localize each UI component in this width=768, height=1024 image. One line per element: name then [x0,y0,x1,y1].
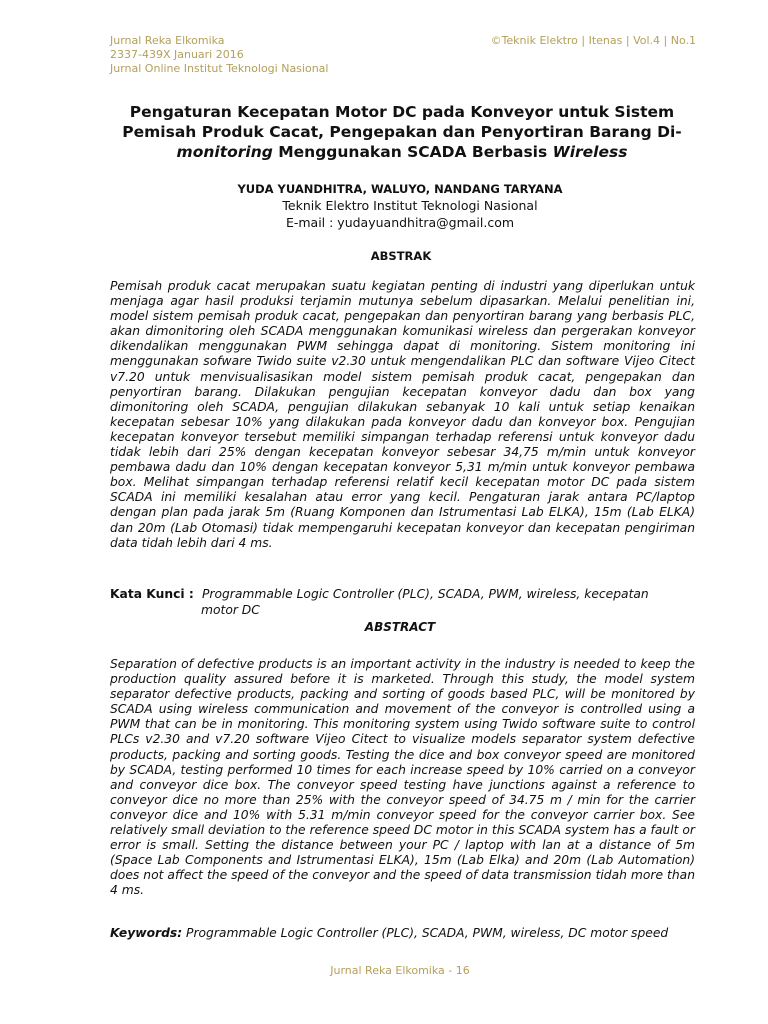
journal-online: Jurnal Online Institut Teknologi Nasional [110,62,329,75]
journal-header [110,34,328,76]
volume-info: ©Teknik Elektro | Itenas | Vol.4 | No.1 [490,34,696,47]
authors: YUDA YUANDHITRA, WALUYO, NANDANG TARYANA [237,182,563,196]
keywords-values: Programmable Logic Controller (PLC), SCADA, PWM, wireless, DC motor speed [186,926,669,940]
title-part-2: Menggunakan SCADA Berbasis [272,143,553,161]
abstrak-heading: ABSTRAK [370,249,432,263]
keywords-label: Keywords: [110,926,183,940]
kata-kunci [110,587,695,602]
page-footer: Jurnal Reka Elkomika - 16 [330,964,470,977]
issn-date: 2337-439X Januari 2016 [110,48,244,61]
keywords [110,926,700,940]
email: E-mail : yudayuandhitra@gmail.com [285,215,515,230]
kata-kunci-label [110,587,202,602]
title-part-1: Pengaturan Kecepatan Motor DC pada Konveyor untuk Sistem Pemisah Produk Cacat, Pengepakan dan Penyortiran Barang Di- [122,103,682,141]
title-italic-2: Wireless [552,143,628,161]
abstrak-text: Pemisah produk cacat merupakan suatu kegiatan penting di industri yang diperlukan untuk menjaga agar hasil produksi terjamin mutunya sebelum dipasarkan. Melalui penelitian ini, model sistem pemisah produk cacat, pengepakan dan penyortiran barang yang berbasis PLC, akan dimonitoring oleh SCADA menggunakan komunikasi wireless dan pergerakan konveyor dikendalikan menggunakan PWM sehingga dapat di monitoring. Sistem monitoring ini menggunakan sofware Twido suite v2.30 untuk mengendalikan PLC dan software Vijeo Citect v7.20 untuk menvisualisasikan model sistem pemisah produk cacat, pengepakan dan penyortiran barang. Dilakukan pengujian kecepatan konveyor dadu dan box yang dimonitoring oleh SCADA, pengujian dilakukan sebanyak 10 kali untuk setiap kenaikan kecepatan sebesar 10% yang dilakukan pada konveyor dadu dan konveyor box. Pengujian kecepatan konveyor tersebut memiliki simpangan terhadap referensi untuk konveyor dadu tidak lebih dari 25% dengan kecepatan konveyor sebesar 34,75 m/min untuk konveyor pembawa dadu dan 10% dengan kecepatan konveyor 5,31 m/min untuk konveyor pembawa box. Melihat simpangan terhadap referensi relatif kecil kecepatan motor DC pada sistem SCADA ini memiliki kesalahan atau error yang kecil. Pengaturan jarak antara PC/laptop dengan plan pada jarak 5m (Ruang Komponen dan Istrumentasi Lab ELKA), 15m (Lab ELKA) dan 20m (Lab Otomasi) tidak mempengaruhi kecepatan konveyor dan kecepatan pengiriman data tidah lebih dari 4 ms. [110,279,695,550]
abstract-text: Separation of defective products is an important activity in the industry is needed to keep the production quality assured before it is marketed. Through this study, the model system separator defective products, packing and sorting of goods based PLC, will be monitored by SCADA using wireless communication and movement of the conveyor is controlled using a PWM that can be in monitoring. This monitoring system using Twido software suite to control PLCs v2.30 and v7.20 software Vijeo Citect to visualize models separator system defective products, packing and sorting goods. Testing the dice and box conveyor speed are monitored by SCADA, testing performed 10 times for each increase speed by 10% carried on a conveyor and conveyor dice box. The conveyor speed testing have junctions against a reference to conveyor dice no more than 25% with the conveyor speed of 34.75 m / min for the carrier conveyor dice and 10% with 5.31 m/min conveyor speed for the conveyor carrier box. See relatively small deviation to the reference speed DC motor in this SCADA system has a fault or error is small. Setting the distance between your PC / laptop with lan at a distance of 5m (Space Lab Components and Istrumentasi ELKA), 15m (Lab Elka) and 20m (Lab Automation) does not affect the speed of the conveyor and the speed of data transmission tidah more than 4 ms. [110,657,695,898]
kata-kunci-values-2: motor DC [201,603,260,617]
kata-kunci-values: Programmable Logic Controller (PLC), SCADA, PWM, wireless, kecepatan [202,587,649,601]
paper-title [100,102,704,162]
title-italic-1: monitoring [176,143,273,161]
affiliation: Teknik Elektro Institut Teknologi Nasional [282,198,538,213]
abstract-heading: ABSTRACT [364,620,436,634]
kata-kunci-sep: : [188,587,194,601]
kata-kunci-label-text: Kata Kunci [110,587,185,601]
journal-name: Jurnal Reka Elkomika [110,34,225,47]
